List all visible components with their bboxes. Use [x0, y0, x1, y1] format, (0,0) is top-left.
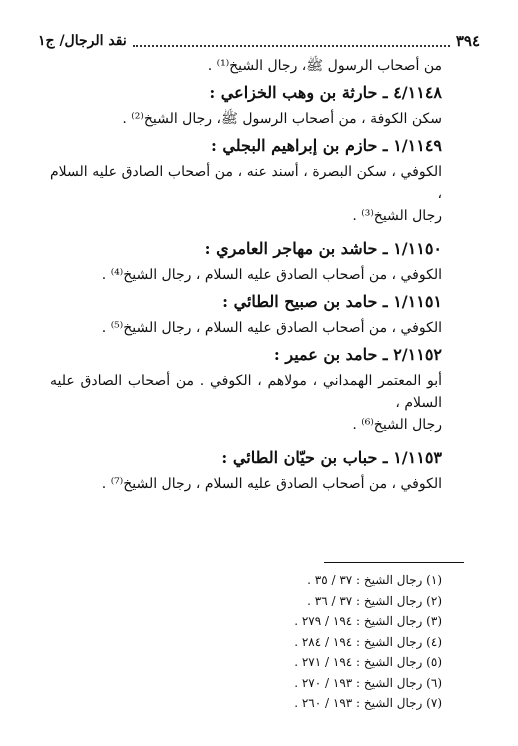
- footnote: (٧) رجال الشيخ : ١٩٣ / ٢٦٠ .: [294, 696, 442, 710]
- entry-heading: ١/١١٤٩ ـ حازم بن إبراهيم البجلي :: [210, 136, 442, 155]
- entry-heading: ٤/١١٤٨ ـ حارثة بن وهب الخزاعي :: [209, 83, 442, 102]
- text-line: الكوفي ، من أصحاب الصادق عليه السلام ، رجال الشيخ⁽⁷⁾ .: [101, 476, 442, 492]
- header-dot-leader: [133, 36, 450, 47]
- entry-heading: ١/١١٥١ ـ حامد بن صبيح الطائي :: [222, 292, 442, 311]
- entry-heading: ١/١١٥٠ ـ حاشد بن مهاجر العامري :: [204, 239, 442, 258]
- text-line: الكوفي ، من أصحاب الصادق عليه السلام ، رجال الشيخ⁽⁴⁾ .: [101, 267, 442, 283]
- text-line: رجال الشيخ⁽⁶⁾ .: [352, 417, 442, 433]
- footnote: (٣) رجال الشيخ : ١٩٤ / ٢٧٩ .: [294, 614, 442, 628]
- text-line: الكوفي ، سكن البصرة ، أسند عنه ، من أصحاب الصادق عليه السلام ،: [50, 164, 442, 202]
- text-line: رجال الشيخ⁽³⁾ .: [352, 208, 442, 224]
- footnote: (٤) رجال الشيخ : ١٩٤ / ٢٨٤ .: [294, 634, 442, 649]
- text-line: من أصحاب الرسول ﷺ، رجال الشيخ⁽¹⁾ .: [207, 58, 442, 74]
- footnotes: [60, 570, 442, 714]
- footnote: (٢) رجال الشيخ : ٣٧ / ٣٦ .: [307, 593, 442, 608]
- footnote-separator: [324, 562, 464, 563]
- footnote: (٥) رجال الشيخ : ١٩٤ / ٢٧١ .: [294, 655, 442, 669]
- page-header: [38, 28, 480, 54]
- text-line: أبو المعتمر الهمداني ، مولاهم ، الكوفي . من أصحاب الصادق عليه السلام ،: [50, 373, 442, 411]
- text-line: سكن الكوفة ، من أصحاب الرسول ﷺ، رجال الشيخ⁽²⁾ .: [122, 111, 442, 127]
- text-line: الكوفي ، من أصحاب الصادق عليه السلام ، رجال الشيخ⁽⁵⁾ .: [101, 320, 442, 336]
- main-text: [50, 55, 442, 495]
- entry-heading: ٢/١١٥٢ ـ حامد بن عمير :: [273, 345, 442, 364]
- running-title: نقد الرجال/ ج١: [38, 33, 127, 49]
- footnote: (٦) رجال الشيخ : ١٩٣ / ٢٧٠ .: [294, 675, 442, 690]
- page-number: ٣٩٤: [455, 32, 480, 50]
- entry-heading: ١/١١٥٣ ـ حباب بن حيّان الطائي :: [221, 448, 442, 467]
- footnote: (١) رجال الشيخ : ٣٧ / ٣٥ .: [307, 573, 442, 587]
